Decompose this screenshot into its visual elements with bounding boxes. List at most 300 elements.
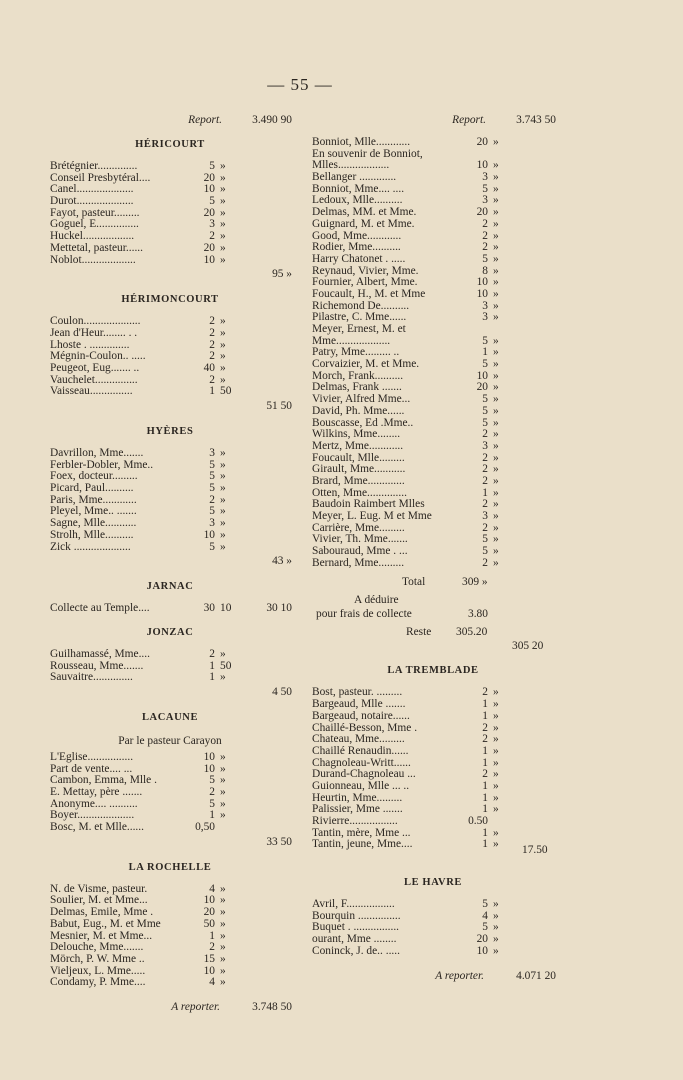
amount-unit: » [220, 458, 226, 471]
amount-unit: » [220, 941, 226, 954]
amount-unit: » [493, 686, 499, 699]
donor-name: E. Mettay, père ....... [50, 787, 143, 798]
deduction-label: A déduire [354, 594, 399, 607]
donor-name: Vivier, Th. Mme....... [312, 534, 408, 546]
amount: 10 [203, 762, 215, 775]
donor-name: Bargeaud, Mlle ....... [312, 699, 406, 711]
section-title: LA ROCHELLE [128, 861, 212, 873]
list-item [48, 884, 292, 896]
list-item [48, 161, 292, 173]
section-title: HÉRICOURT [135, 139, 205, 150]
page-number: — 55 — [267, 75, 333, 94]
donor-name: Mme................... [312, 335, 391, 347]
list-item [310, 911, 556, 923]
amount-unit: » [220, 906, 226, 919]
amount-unit: » [220, 315, 226, 328]
amount: 1 [209, 659, 215, 672]
amount: 10 [476, 276, 488, 289]
amount-unit: » [220, 482, 226, 495]
donor-name: Baudoin Raimbert Mlles [312, 499, 425, 511]
total-value: 309 » [462, 576, 488, 589]
section-total-line [48, 553, 292, 569]
amount-unit: » [493, 756, 499, 769]
right-column [310, 113, 556, 984]
list-item [48, 954, 292, 966]
amount: 20 [203, 206, 215, 219]
donor-name: Durot.................... [50, 196, 134, 208]
amount: 20 [476, 933, 488, 946]
amount-unit: » [493, 287, 499, 300]
amount-unit: » [493, 556, 499, 569]
list-item [310, 922, 556, 934]
amount: 3 [482, 311, 488, 324]
amount-unit: » [220, 647, 226, 660]
donor-name: Mégnin-Coulon.. ..... [50, 351, 146, 363]
list-item [48, 495, 292, 507]
list-item [48, 448, 292, 460]
amount: 20 [476, 136, 488, 148]
amount: 1 [482, 826, 488, 839]
donor-name: Rivierre................. [312, 816, 398, 827]
list-item [310, 277, 556, 289]
report-label: Report. [188, 114, 222, 126]
amount-unit: » [493, 791, 499, 804]
donor-name: Meyer, L. Eug. M et Mme [312, 511, 432, 522]
amount: 5 [482, 393, 488, 406]
donor-name: Chaillé-Besson, Mme . [312, 722, 418, 734]
amount-unit: » [493, 428, 499, 441]
amount-unit: » [493, 498, 499, 511]
amount: 5 [482, 921, 488, 934]
amount: 2 [209, 941, 215, 954]
amount: 5 [482, 358, 488, 371]
amount-unit: » [493, 826, 499, 839]
amount-unit: » [220, 882, 226, 895]
amount: 1 [482, 709, 488, 722]
amount: 15 [203, 952, 215, 965]
amount-unit: » [493, 510, 499, 522]
donor-name: Foucault, Mlle......... [312, 452, 405, 464]
amount-unit: » [493, 838, 499, 851]
donor-name: Sauvaitre.............. [50, 672, 133, 684]
amount: 10 [203, 528, 215, 541]
donor-name: Buquet . ................ [312, 922, 400, 934]
list-item [310, 546, 556, 558]
list-item [48, 231, 292, 243]
reporter-value: 4.071 20 [516, 969, 556, 982]
amount: 30 [203, 602, 215, 615]
amount: 5 [482, 252, 488, 265]
donor-name: Coulon.................... [50, 316, 141, 328]
amount: 10 [203, 894, 215, 907]
donor-name: Vieljeux, L. Mme..... [50, 965, 146, 977]
list-item [48, 799, 292, 811]
section-total: 43 » [272, 555, 292, 568]
amount: 2 [482, 721, 488, 734]
amount-unit: » [220, 964, 226, 977]
list-item [48, 822, 292, 834]
list-item [48, 328, 292, 340]
donor-name: Part de vente.... ... [50, 763, 133, 775]
amount: 2 [482, 217, 488, 230]
amount: 10 [476, 159, 488, 172]
amount: 20 [203, 171, 215, 184]
amount: 1 [482, 744, 488, 757]
donor-name: En souvenir de Bonniot, [312, 148, 423, 160]
list-item [48, 363, 292, 375]
amount: 4 [482, 909, 488, 922]
list-item [48, 518, 292, 530]
amount-unit: » [220, 952, 226, 965]
amount: 1 [482, 791, 488, 804]
donor-name: Davrillon, Mme....... [50, 448, 144, 459]
amount-unit: » [493, 381, 499, 394]
amount: 2 [209, 786, 215, 798]
amount-unit: » [493, 698, 499, 711]
donor-name: Patry, Mme......... .. [312, 347, 400, 359]
list-item [48, 764, 292, 776]
donor-name: Guignard, M. et Mme. [312, 218, 415, 230]
amount: 1 [209, 385, 215, 398]
list-item [48, 931, 292, 943]
list-item [48, 316, 292, 328]
amount-unit: » [493, 241, 499, 254]
amount: 20 [476, 381, 488, 394]
amount: 5 [209, 160, 215, 172]
donor-name: Heurtin, Mme......... [312, 792, 403, 804]
amount: 2 [482, 463, 488, 476]
amount: 2 [482, 768, 488, 781]
amount-unit: » [220, 183, 226, 196]
donor-name: Cambon, Emma, Mlle . [50, 775, 157, 787]
list-item [310, 289, 556, 301]
list-item [310, 816, 556, 828]
amount-unit: » [220, 447, 226, 459]
amount: 5 [209, 458, 215, 471]
donor-name: Bernard, Mme......... [312, 557, 405, 569]
amount: 10 [476, 287, 488, 300]
amount: 0,50 [195, 821, 215, 834]
amount: 3 [482, 439, 488, 452]
section-total-line [48, 266, 292, 282]
list-item [310, 758, 556, 770]
amount: 5 [482, 545, 488, 558]
report-label: Report. [452, 114, 486, 126]
donor-name: Sabouraud, Mme . ... [312, 546, 408, 558]
amount: 5 [209, 774, 215, 787]
amount-unit: » [220, 976, 226, 989]
donor-name: Coninck, J. de.. ..... [312, 945, 400, 957]
donor-name: Babut, Eug., M. et Mme [50, 918, 161, 930]
list-item [310, 312, 556, 324]
amount-unit: » [493, 744, 499, 757]
list-item [310, 149, 556, 161]
amount: 5 [482, 898, 488, 911]
donor-name: Foex, docteur......... [50, 471, 138, 483]
donor-name: Otten, Mme.............. [312, 487, 407, 499]
left-column [48, 113, 292, 1015]
list-item [48, 340, 292, 352]
amount-unit: » [220, 493, 226, 506]
list-item [48, 907, 292, 919]
amount-unit: » [493, 545, 499, 558]
donor-name: Bonniot, Mme.... .... [312, 183, 405, 195]
donor-name: Pilastre, C. Mme...... [312, 312, 407, 324]
list-item [48, 219, 292, 231]
donor-name: Fayot, pasteur......... [50, 207, 140, 219]
list-item [310, 429, 556, 441]
list-item [48, 196, 292, 208]
amount: 5 [209, 797, 215, 810]
amount-unit: » [220, 218, 226, 231]
amount: 5 [482, 416, 488, 429]
donor-name: Ferbler-Dobler, Mme.. [50, 459, 154, 471]
amount: 2 [209, 350, 215, 363]
list-item [48, 530, 292, 542]
amount: 3 [482, 299, 488, 312]
amount: 5 [209, 505, 215, 518]
remainder-line [310, 625, 556, 639]
amount-unit: » [493, 171, 499, 184]
amount-unit: » [493, 311, 499, 324]
amount-unit: » [220, 671, 226, 684]
amount-unit: » [493, 217, 499, 230]
list-item [48, 977, 292, 989]
report-value: 3.743 50 [516, 114, 556, 126]
donor-name: Condamy, P. Mme.... [50, 977, 146, 989]
list-item [48, 375, 292, 387]
amount: 2 [482, 229, 488, 242]
list-item [310, 723, 556, 735]
donor-name: Paris, Mme............ [50, 494, 137, 506]
amount: 20 [476, 206, 488, 219]
amount: 20 [203, 906, 215, 919]
collection-total-line [310, 639, 556, 653]
reporter-label: A reporter. [171, 1000, 220, 1013]
amount-unit: » [220, 750, 226, 763]
donor-name: Mertz, Mme............ [312, 440, 404, 452]
amount: 10 [203, 750, 215, 763]
amount-unit: » [220, 230, 226, 243]
list-item [310, 464, 556, 476]
donor-name: Durand-Chagnoleau ... [312, 769, 416, 781]
amount-unit: » [493, 921, 499, 934]
list-item [310, 347, 556, 359]
donor-name: Goguel, E............... [50, 219, 139, 231]
list-item [310, 499, 556, 511]
amount-unit: » [493, 229, 499, 242]
amount-unit: » [220, 774, 226, 787]
donor-name: Fournier, Albert, Mme. [312, 277, 418, 289]
amount-unit: » [493, 416, 499, 429]
section-total: 33 50 [266, 835, 292, 848]
amount-unit: » [493, 779, 499, 792]
amount: 2 [482, 498, 488, 511]
donor-name: Morch, Frank.......... [312, 370, 404, 382]
donor-name: Mesnier, M. et Mme... [50, 930, 153, 942]
deduction-line [310, 593, 556, 607]
amount-unit: » [220, 528, 226, 541]
amount-unit: » [220, 540, 226, 553]
amount: 2 [482, 428, 488, 441]
amount: 2 [482, 733, 488, 746]
amount: 2 [209, 647, 215, 660]
total-label: Total [402, 576, 426, 589]
amount-unit: » [220, 929, 226, 942]
list-item [310, 711, 556, 723]
list-item [48, 603, 292, 615]
list-item [310, 441, 556, 453]
list-item [310, 382, 556, 394]
report-line [310, 113, 556, 127]
list-item [310, 184, 556, 196]
amount: 5 [482, 182, 488, 195]
amount-unit: » [220, 894, 226, 907]
amount: 1 [482, 779, 488, 792]
amount: 1 [482, 756, 488, 769]
donor-name: Brard, Mme............. [312, 475, 405, 487]
amount-unit: » [493, 451, 499, 464]
list-item [48, 895, 292, 907]
list-item [310, 558, 556, 570]
amount: 10 [476, 369, 488, 382]
list-item [310, 734, 556, 746]
list-item [48, 810, 292, 822]
amount: 5 [209, 482, 215, 495]
amount-unit: » [493, 721, 499, 734]
donor-name: Bonniot, Mlle............ [312, 137, 411, 148]
donor-name: Picard, Paul.......... [50, 483, 134, 495]
section-total: 17.50 [522, 844, 548, 857]
list-item [48, 184, 292, 196]
amount: 50 [203, 917, 215, 930]
donor-name: Soulier, M. et Mme... [50, 895, 148, 907]
fees-label: pour frais de collecte [316, 608, 412, 621]
remainder-value: 305.20 [456, 626, 488, 639]
donor-name: Reynaud, Vivier, Mme. [312, 265, 419, 277]
amount-unit: » [493, 334, 499, 347]
donor-name: Wilkins, Mme........ [312, 429, 401, 441]
report-value: 3.490 90 [252, 114, 292, 126]
amount-unit: 50 [220, 385, 232, 398]
remainder-label: Reste [406, 626, 432, 639]
list-item [310, 137, 556, 149]
donor-name: Huckel.................. [50, 231, 135, 243]
amount: 2 [482, 241, 488, 254]
list-item [48, 672, 292, 684]
donor-name: Bellanger ............. [312, 172, 397, 184]
amount: 40 [203, 361, 215, 374]
amount-unit: » [220, 361, 226, 374]
fees-line [310, 607, 556, 621]
amount: 1 [482, 486, 488, 499]
donor-name: Bargeaud, notaire...... [312, 710, 410, 722]
donor-name: Vaisseau............... [50, 386, 133, 398]
list-item [310, 899, 556, 911]
donor-name: Delmas, MM. et Mme. [312, 207, 417, 219]
list-item [310, 453, 556, 465]
amount-unit: » [220, 786, 226, 798]
amount-unit: » [493, 439, 499, 452]
list-item [310, 207, 556, 219]
amount-unit: » [493, 264, 499, 277]
list-item [48, 787, 292, 799]
donor-name: Delmas, Emile, Mme . [50, 907, 154, 919]
section-total: 51 50 [266, 400, 292, 412]
donor-name: Guionneau, Mlle ... .. [312, 780, 410, 792]
amount-unit: » [493, 898, 499, 911]
amount: 1 [209, 809, 215, 822]
reporter-value: 3.748 50 [252, 1000, 292, 1013]
donor-name: Bourquin ............... [312, 910, 401, 922]
amount: 10 [203, 964, 215, 977]
list-item [310, 511, 556, 523]
amount-unit: » [493, 533, 499, 546]
list-item [310, 242, 556, 254]
amount: 1 [209, 929, 215, 942]
list-item [310, 839, 556, 851]
amount-unit: » [493, 369, 499, 382]
amount: 1 [209, 671, 215, 684]
amount-unit: » [493, 182, 499, 195]
amount-unit: » [493, 709, 499, 722]
amount: 20 [203, 241, 215, 254]
list-item [310, 534, 556, 546]
donor-name: Conseil Presbytéral.... [50, 172, 151, 184]
donor-name: Richemond De.......... [312, 300, 410, 312]
report-line [48, 113, 292, 127]
donor-name: Palissier, Mme ....... [312, 804, 403, 816]
amount-unit: » [220, 373, 226, 386]
donor-name: Chaillé Renaudin...... [312, 745, 409, 757]
donor-name: Tantin, mère, Mme ... [312, 827, 411, 839]
donor-name: Avril, F................. [312, 899, 395, 911]
amount-unit: » [493, 474, 499, 487]
amount-unit: » [493, 358, 499, 371]
amount: 2 [482, 686, 488, 699]
amount: 2 [209, 315, 215, 328]
amount-unit: » [220, 338, 226, 351]
amount-unit: » [493, 159, 499, 172]
amount-unit: » [220, 160, 226, 172]
donor-name: L'Eglise................ [50, 751, 134, 763]
amount-unit: » [220, 326, 226, 339]
section-total: 4 50 [272, 685, 292, 698]
donor-name: Collecte au Temple.... [50, 603, 150, 615]
donor-name: Rodier, Mme.......... [312, 242, 401, 254]
donor-name: Ledoux, Mlle.......... [312, 195, 403, 207]
amount-unit: » [493, 346, 499, 359]
amount: 8 [482, 264, 488, 277]
donor-name: ourant, Mme ........ [312, 934, 397, 946]
donor-name: Jean d'Heur........ . . [50, 327, 138, 339]
list-item [48, 351, 292, 363]
section-title: HYÈRES [146, 426, 194, 437]
amount: 2 [209, 373, 215, 386]
donor-name: Canel.................... [50, 184, 134, 196]
donor-name: Sagne, Mlle........... [50, 518, 137, 530]
list-item [310, 934, 556, 946]
donor-name: Brétégnier.............. [50, 161, 138, 172]
list-item [310, 406, 556, 418]
amount-unit: » [493, 299, 499, 312]
amount: 3 [209, 218, 215, 231]
amount-unit: » [493, 404, 499, 417]
amount-unit: » [220, 917, 226, 930]
section-title: JONZAC [146, 626, 194, 638]
amount: 5 [482, 404, 488, 417]
list-item [48, 752, 292, 764]
